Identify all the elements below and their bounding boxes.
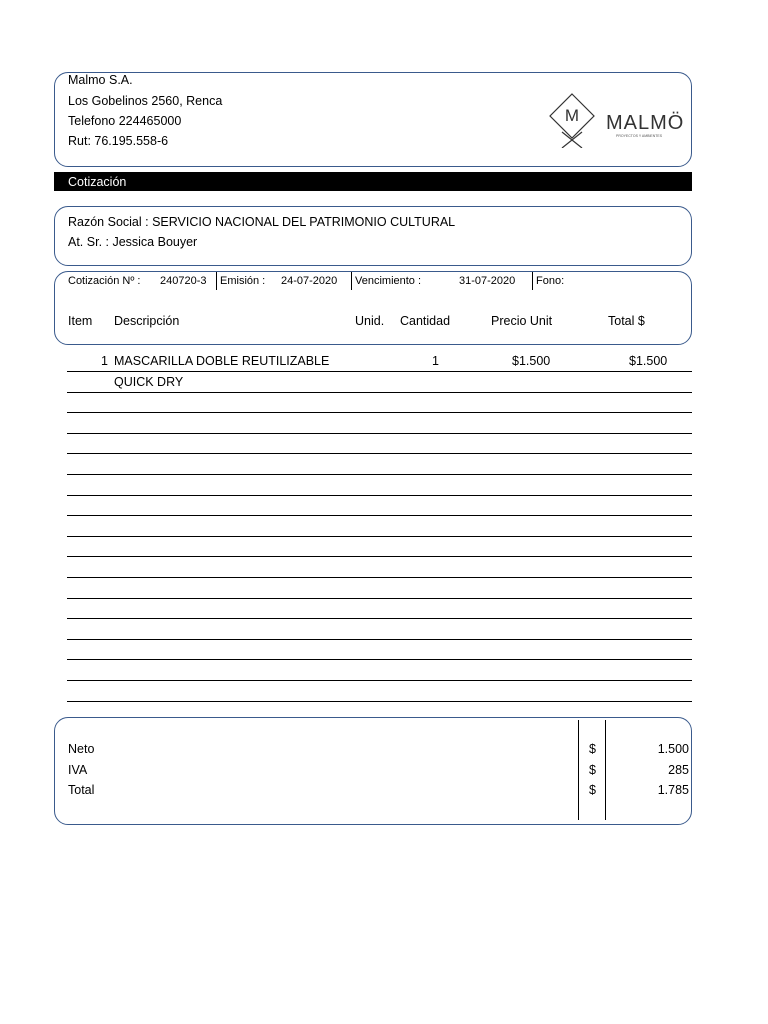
ruled-line [67,453,692,454]
col-header-total: Total $ [608,314,645,328]
quote-number-label: Cotización Nº : [68,275,141,287]
info-divider [216,272,217,290]
neto-value: 1.500 [657,742,689,756]
ruled-line [67,474,692,475]
ruled-line [67,536,692,537]
due-label: Vencimiento : [355,275,422,287]
due-date: 31-07-2020 [459,275,516,287]
emission-label: Emisión : [220,275,266,287]
ruled-line [67,495,692,496]
col-header-item: Item [68,314,93,328]
col-header-unit-price: Precio Unit [491,314,553,328]
item-description: MASCARILLA DOBLE REUTILIZABLE [114,354,330,368]
ruled-line [67,639,692,640]
total-label: Total [68,783,95,797]
iva-value: 285 [668,763,689,777]
totals-box [54,717,692,825]
emission-date: 24-07-2020 [281,275,338,287]
neto-label: Neto [68,742,95,756]
ruled-line [67,701,692,702]
company-rut: Rut: 76.195.558-6 [68,134,169,148]
total-value: 1.785 [657,783,689,797]
quote-number: 240720-3 [160,275,207,287]
item-total: $1.500 [629,354,668,368]
company-phone: Telefono 224465000 [68,114,182,128]
section-title: Cotización [68,175,127,189]
ruled-line [67,577,692,578]
ruled-line [67,392,692,393]
company-address: Los Gobelinos 2560, Renca [68,94,223,108]
info-divider [532,272,533,290]
phone-label: Fono: [536,275,565,287]
company-logo [548,92,693,148]
item-number: 1 [101,354,108,368]
col-header-description: Descripción [114,314,180,328]
info-divider [351,272,352,290]
section-title-bar [54,172,692,191]
ruled-line [67,371,692,372]
ruled-line [67,659,692,660]
total-currency: $ [589,783,596,797]
logo-letter: M [564,106,580,125]
ruled-line [67,412,692,413]
logo-brand: MALMÖ [606,112,685,134]
ruled-line [67,680,692,681]
item-description-line2: QUICK DRY [114,375,184,389]
ruled-line [67,515,692,516]
ruled-line [67,433,692,434]
totals-divider [605,720,606,820]
ruled-line [67,598,692,599]
col-header-quantity: Cantidad [400,314,451,328]
col-header-unit: Unid. [355,314,385,328]
iva-currency: $ [589,763,596,777]
item-unit-price: $1.500 [512,354,551,368]
company-name: Malmo S.A. [68,73,133,87]
client-attention: At. Sr. : Jessica Bouyer [68,235,198,249]
client-razon-social: Razón Social : SERVICIO NACIONAL DEL PATRIMONIO CULTURAL [68,215,456,229]
iva-label: IVA [68,763,88,777]
totals-divider [578,720,579,820]
ruled-line [67,556,692,557]
logo-tagline: PROYECTOS Y AMBIENTES [616,134,663,138]
neto-currency: $ [589,742,596,756]
logo-mark-icon [548,92,693,148]
item-quantity: 1 [432,354,439,368]
ruled-line [67,618,692,619]
